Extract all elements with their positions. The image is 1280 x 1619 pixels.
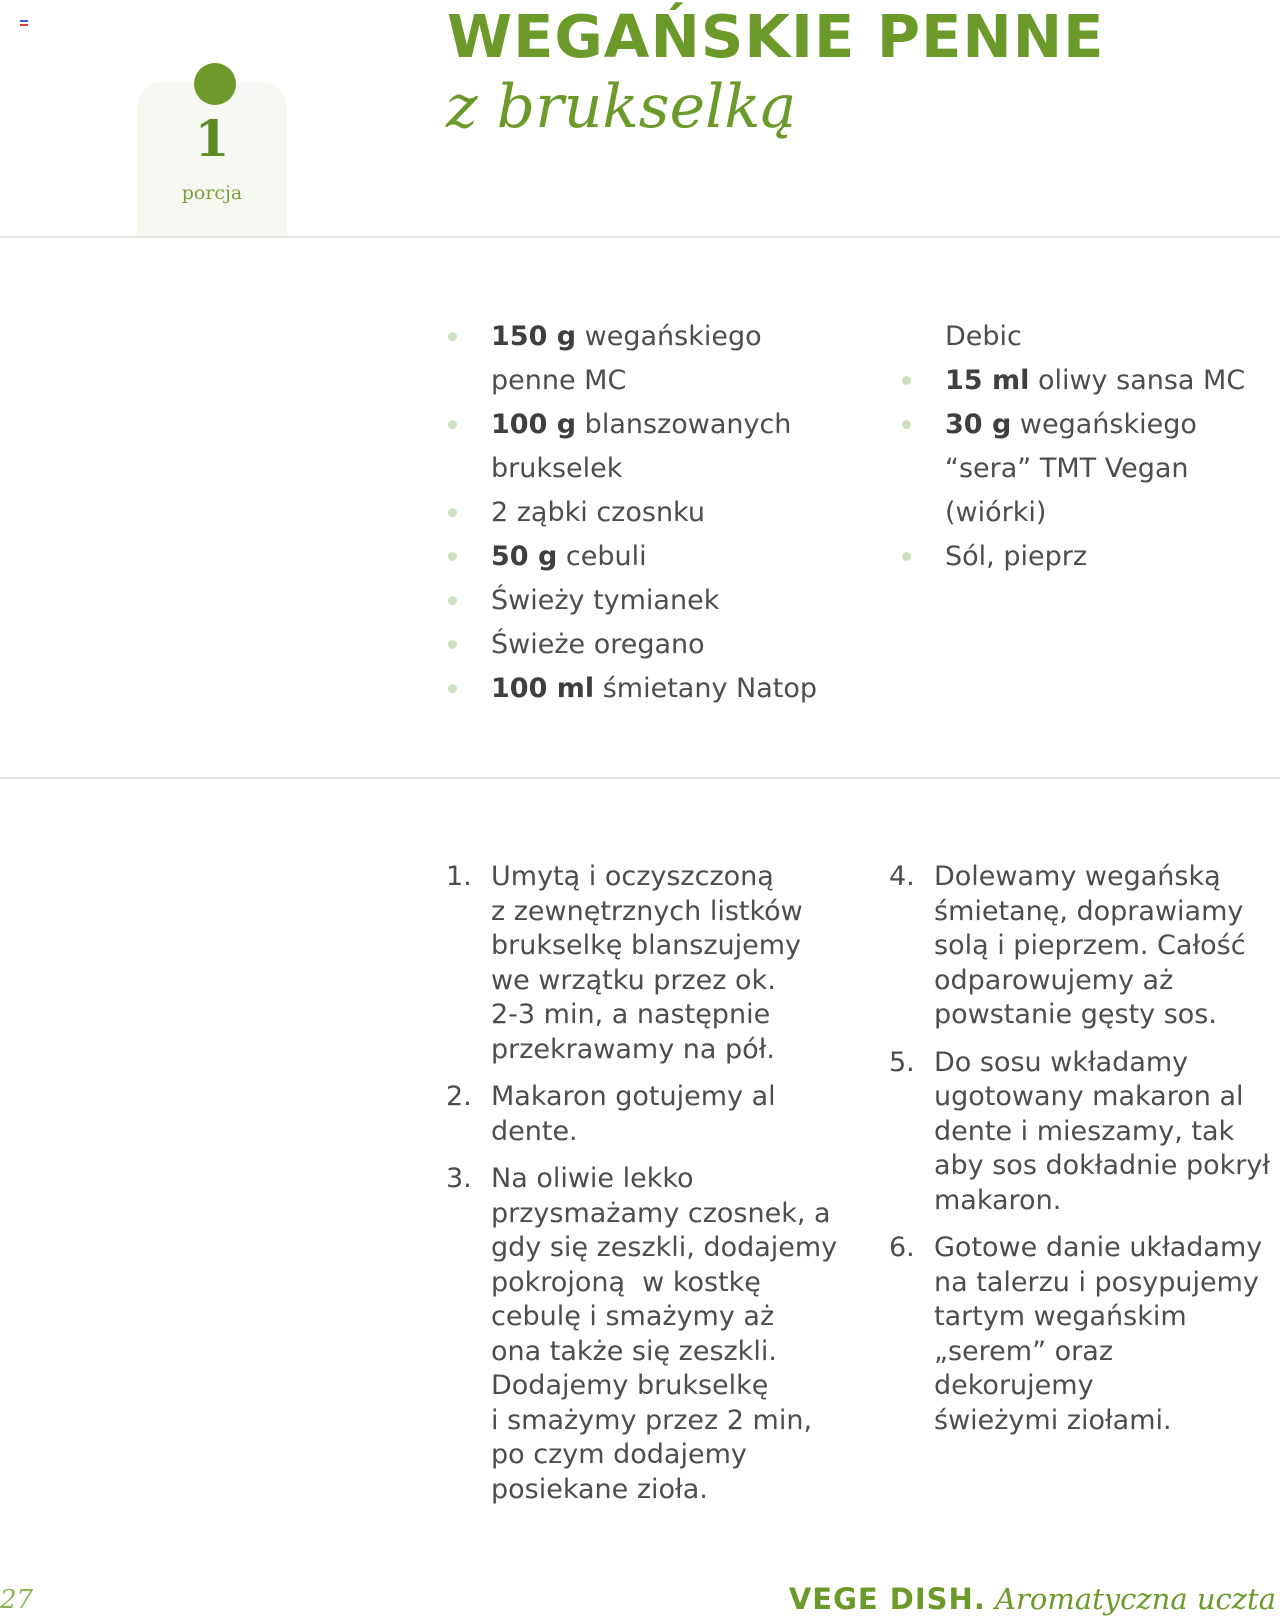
bullet-icon [448, 420, 457, 429]
bullet-icon [448, 332, 457, 341]
ingredient-qty: 15 ml [945, 365, 1030, 396]
step-line: ona także się zeszkli. [491, 1335, 777, 1367]
ingredient-text: wegańskiego [1011, 409, 1197, 440]
step-line: solą i pieprzem. Całość [934, 930, 1246, 961]
ingredient-carry [900, 315, 1275, 359]
serving-dot-icon [194, 63, 236, 105]
step-line: aby sos dokładnie pokrył [934, 1150, 1270, 1181]
ingredient-item [446, 623, 866, 667]
serving-label: porcja [181, 182, 243, 204]
brand-tagline: Aromatyczna uczta [985, 1582, 1276, 1616]
ingredient-text-cont: brukselek [491, 453, 623, 484]
bullet-icon [448, 596, 457, 605]
ingredient-text-cont: penne MC [491, 365, 627, 396]
step-item [889, 1231, 1277, 1438]
step-line: Makaron gotujemy al [491, 1081, 776, 1112]
step-line: Na oliwie lekko [491, 1163, 694, 1194]
ingredient-qty: 30 g [945, 409, 1012, 440]
divider-top [0, 236, 1280, 238]
step-line: dente. [491, 1115, 578, 1147]
bullet-icon [448, 640, 457, 649]
ingredient-qty: 150 g [491, 321, 577, 352]
bullet-icon [448, 508, 457, 517]
step-line: przysmażamy czosnek, a [491, 1197, 831, 1229]
serving-number: 1 [194, 109, 230, 168]
ingredient-text: cebuli [557, 541, 647, 572]
brand-name: VEGE DISH. [788, 1582, 986, 1616]
step-line: ugotowany makaron al [934, 1081, 1244, 1112]
ingredient-item [446, 579, 866, 623]
bullet-icon [448, 684, 457, 693]
step-number: 2. [446, 1081, 472, 1112]
recipe-subtitle: z brukselką [446, 72, 797, 142]
step-line: odparowujemy aż [934, 964, 1174, 996]
ingredient-text: Świeży tymianek [491, 585, 720, 616]
page-number: 27 [0, 1585, 34, 1615]
bullet-icon [448, 552, 457, 561]
step-number: 5. [889, 1046, 915, 1078]
step-line: Umytą i oczyszczoną [491, 861, 774, 892]
step-line: brukselkę blanszujemy [491, 930, 802, 961]
step-line: i smażymy przez 2 min, [491, 1404, 813, 1436]
ingredient-text: oliwy sansa MC [1029, 365, 1246, 396]
steps-right [889, 860, 1277, 1451]
step-line: 2-3 min, a następnie [491, 999, 771, 1030]
flag-icon [20, 20, 28, 26]
step-line: dente i mieszamy, tak [934, 1115, 1235, 1147]
ingredient-item [446, 491, 866, 535]
ingredient-item [900, 535, 1275, 579]
ingredient-text: wegańskiego [576, 321, 762, 352]
step-line: gdy się zeszkli, dodajemy [491, 1232, 838, 1263]
step-line: na talerzu i posypujemy [934, 1266, 1259, 1298]
step-line: z zewnętrznych listków [491, 895, 803, 927]
ingredient-qty: 50 g [491, 541, 558, 572]
step-line: makaron. [934, 1184, 1062, 1216]
step-line: po czym dodajemy [491, 1439, 747, 1470]
ingredient-text: 2 ząbki czosnku [491, 497, 705, 528]
step-line: „serem” oraz dekorujemy [934, 1335, 1113, 1401]
step-line: świeżymi ziołami. [934, 1404, 1172, 1436]
step-item [889, 1046, 1277, 1219]
ingredient-text-cont: “sera” TMT Vegan [945, 453, 1189, 484]
steps-left [446, 860, 876, 1520]
step-line: we wrzątku przez ok. [491, 964, 776, 996]
step-line: przekrawamy na pół. [491, 1033, 775, 1065]
serving-badge [137, 82, 287, 237]
ingredient-text: Świeże oregano [491, 629, 705, 660]
ingredients-right [900, 315, 1275, 579]
step-number: 6. [889, 1232, 915, 1263]
ingredient-text-cont: (wiórki) [945, 497, 1047, 528]
ingredient-text: Sól, pieprz [945, 541, 1087, 572]
step-line: śmietanę, doprawiamy [934, 895, 1244, 927]
ingredient-item [446, 535, 866, 579]
ingredient-text: blanszowanych [576, 409, 792, 440]
step-item [889, 860, 1277, 1033]
ingredient-text-cont: Debic [945, 321, 1022, 352]
step-number: 1. [446, 861, 472, 892]
ingredient-item [900, 403, 1275, 535]
step-line: Do sosu wkładamy [934, 1046, 1189, 1078]
step-line: Dodajemy brukselkę [491, 1370, 769, 1401]
step-line: pokrojoną w kostkę [491, 1266, 761, 1298]
step-line: Dolewamy wegańską [934, 861, 1221, 892]
step-line: cebulę i smażymy aż [491, 1301, 775, 1332]
recipe-title: WEGAŃSKIE PENNE [447, 2, 1105, 71]
divider-middle [0, 777, 1280, 779]
step-line: powstanie gęsty sos. [934, 999, 1217, 1030]
ingredient-item [446, 403, 866, 491]
bullet-icon [902, 420, 911, 429]
step-line: posiekane zioła. [491, 1473, 708, 1505]
ingredient-item [446, 315, 866, 403]
ingredients-left [446, 315, 866, 711]
ingredient-qty: 100 ml [491, 673, 595, 704]
bullet-icon [902, 376, 911, 385]
step-number: 4. [889, 861, 915, 892]
step-number: 3. [446, 1163, 472, 1194]
ingredient-qty: 100 g [491, 409, 577, 440]
ingredient-text: śmietany Natop [594, 673, 818, 704]
ingredient-item [446, 667, 866, 711]
step-item [446, 1162, 876, 1507]
ingredient-item [900, 359, 1275, 403]
step-item [446, 1080, 876, 1149]
step-line: tartym wegańskim [934, 1301, 1187, 1332]
footer-brand [789, 1582, 1276, 1616]
step-item [446, 860, 876, 1067]
step-line: Gotowe danie układamy [934, 1232, 1263, 1263]
bullet-icon [902, 552, 911, 561]
